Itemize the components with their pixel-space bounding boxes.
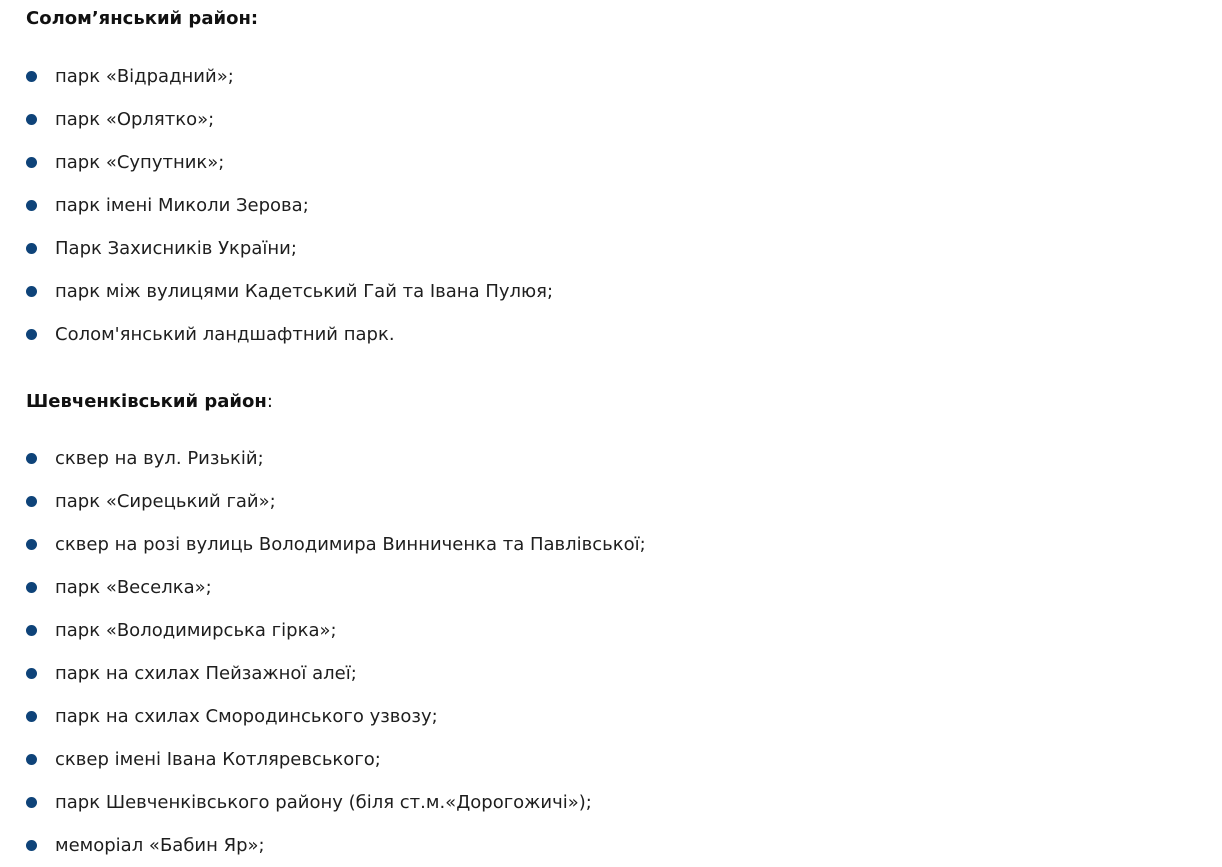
section-heading: [26, 390, 1216, 414]
bullet-icon: [26, 711, 37, 722]
district-section-shevchenkivskyi: [26, 390, 1216, 867]
list-item-text: сквер імені Івана Котляревського;: [55, 749, 381, 770]
bullet-icon: [26, 243, 37, 254]
bullet-icon: [26, 539, 37, 550]
park-list: [26, 437, 1216, 867]
list-item-text: парк «Веселка»;: [55, 577, 212, 598]
list-item: [26, 695, 1216, 738]
list-item-text: парк на схилах Смородинського узвозу;: [55, 706, 438, 727]
bullet-icon: [26, 200, 37, 211]
list-item: [26, 609, 1216, 652]
list-item-text: парк «Супутник»;: [55, 152, 225, 173]
list-item: [26, 141, 1216, 184]
list-item-text: Парк Захисників України;: [55, 238, 297, 259]
bullet-icon: [26, 754, 37, 765]
bullet-icon: [26, 114, 37, 125]
list-item-text: парк Шевченківського району (біля ст.м.«Дорогожичі»);: [55, 792, 592, 813]
list-item: [26, 523, 1216, 566]
bullet-icon: [26, 840, 37, 851]
list-item: [26, 98, 1216, 141]
bullet-icon: [26, 797, 37, 808]
bullet-icon: [26, 625, 37, 636]
list-item: [26, 652, 1216, 695]
list-item: [26, 824, 1216, 867]
list-item-text: парк «Орлятко»;: [55, 109, 215, 130]
bullet-icon: [26, 157, 37, 168]
list-item-text: меморіал «Бабин Яр»;: [55, 835, 265, 856]
list-item-text: сквер на вул. Ризькій;: [55, 448, 264, 469]
list-item-text: парк імені Миколи Зерова;: [55, 195, 309, 216]
list-item: [26, 738, 1216, 781]
bullet-icon: [26, 453, 37, 464]
list-item: [26, 184, 1216, 227]
list-item: [26, 566, 1216, 609]
list-item-text: парк між вулицями Кадетський Гай та Івана Пулюя;: [55, 281, 554, 302]
bullet-icon: [26, 71, 37, 82]
list-item: [26, 781, 1216, 824]
list-item: [26, 270, 1216, 313]
district-section-solomianskyi: [26, 7, 1216, 356]
bullet-icon: [26, 329, 37, 340]
list-item-text: парк «Сирецький гай»;: [55, 491, 276, 512]
list-item-text: Солом'янський ландшафтний парк.: [55, 324, 395, 345]
section-heading-suffix: :: [266, 391, 273, 412]
list-item-text: парк «Відрадний»;: [55, 66, 234, 87]
section-heading: [26, 7, 1216, 31]
park-list: [26, 55, 1216, 356]
bullet-icon: [26, 582, 37, 593]
list-item: [26, 55, 1216, 98]
bullet-icon: [26, 496, 37, 507]
list-item: [26, 313, 1216, 356]
list-item-text: сквер на розі вулиць Володимира Винниченка та Павлівської;: [55, 534, 646, 555]
list-item-text: парк на схилах Пейзажної алеї;: [55, 663, 357, 684]
bullet-icon: [26, 286, 37, 297]
list-item-text: парк «Володимирська гірка»;: [55, 620, 337, 641]
section-heading-title: Шевченківський район: [26, 391, 267, 412]
section-heading-title: Солом’янський район:: [26, 8, 259, 29]
list-item: [26, 437, 1216, 480]
bullet-icon: [26, 668, 37, 679]
list-item: [26, 227, 1216, 270]
list-item: [26, 480, 1216, 523]
